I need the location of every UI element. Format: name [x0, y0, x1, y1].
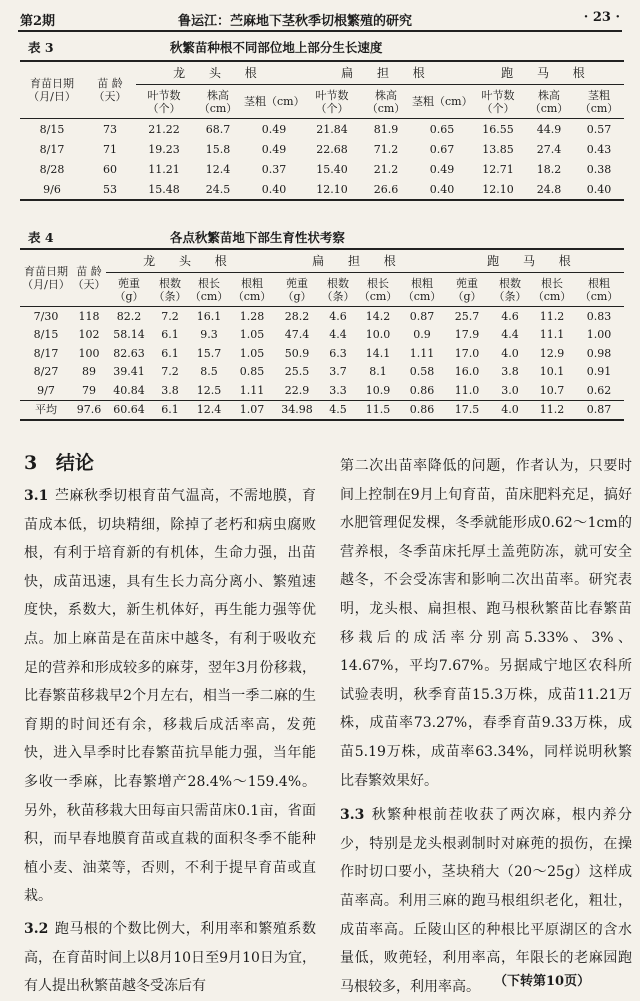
table-cell: 97.6 [72, 400, 106, 420]
table-cell: 0.65 [429, 122, 455, 136]
table-cell: 0.67 [429, 142, 455, 156]
table4-subhead: 蔸重 （g） [452, 276, 482, 303]
paragraph-3-1: 3.1 苎麻秋季切根育苗气温高，不需地膜，育苗成本低，切块精细，除掉了老朽和病虫腐败根，有利于培育新的有机体，生命力强，出苗快，成苗迅速，具有生长力高分离小、繁殖速度快，系数大，新生机体好，再生能力强等优点。加上麻苗是在苗床中越冬，有利于吸收充足的营养和形成较多的麻芽，翌年3月份移栽，比春繁苗移栽早2个月左右，相当一季二麻的生育期的时间还有余，移栽后成活率高，发蔸快，进入旱季时比春繁苗抗旱能力强，当年能多收一季麻，比春繁增产28.4%～159.4%。另外，秋苗移栽大田每亩只需苗床0.1亩，省面积，而早春地膜育苗或直栽的面积冬季不能种植小麦、油菜等，否则，不利于提早育苗或直栽。 [24, 488, 316, 905]
table-row [20, 179, 624, 200]
table-cell: 8.1 [369, 365, 387, 379]
table-cell: 0.91 [586, 365, 612, 379]
right-column [340, 452, 632, 1001]
paragraph-3-2-continued: 第二次出苗率降低的问题，作者认为，只要时间上控制在9月上旬育苗，苗床肥料充足，搞好水肥管理促发棵，冬季就能形成0.62～1cm的营养根，冬季苗床托厚土盖蔸防冻，就可安全越冬，不会受冻害和影响二次出苗率。研究表明，龙头根、扁担根、跑马根秋繁苗比春繁苗移栽后的成活率分别高5.33%、3%、14.67%，平均7.67%。另据咸宁地区农科所试验表明，秋季育苗15.3万株，成苗11.21万株，成苗率73.27%，春季育苗9.33万株，成苗5.19万株，成苗率63.34%，同样说明秋繁比春繁效果好。 [340, 458, 632, 789]
table-cell: 60.64 [106, 400, 152, 420]
table-cell: 10.9 [365, 383, 391, 397]
table-cell: 39.41 [113, 365, 145, 379]
table4-subhead: 根数 （条） [493, 276, 527, 303]
table-cell: 81.9 [373, 122, 399, 136]
section-number: 3 [24, 452, 38, 474]
table-cell: 13.85 [482, 142, 514, 156]
table-cell: 0.85 [239, 365, 265, 379]
table-cell: 9/7 [37, 383, 55, 397]
table-cell: 1.28 [239, 309, 265, 323]
table-cell: 7/30 [33, 309, 59, 323]
table-cell: 79 [82, 383, 96, 397]
table-cell: 6.3 [329, 346, 347, 360]
table-cell: 8/17 [39, 142, 65, 156]
table-cell: 24.5 [205, 182, 231, 196]
table-cell: 8/27 [33, 365, 59, 379]
table-row [20, 159, 624, 179]
table-cell: 47.4 [284, 328, 310, 342]
table-cell: 9.3 [200, 328, 218, 342]
table4-label: 表 4 [28, 230, 54, 245]
table-cell: 71.2 [373, 142, 399, 156]
table3-group-biandan: 扁 担 根 [304, 61, 472, 85]
table-cell: 0.43 [586, 142, 612, 156]
table3-subhead: 茎粗（cm） [244, 95, 305, 108]
table-cell: 4.4 [329, 328, 347, 342]
table4-subhead: 根粗 （cm） [402, 276, 442, 303]
table3 [20, 60, 624, 201]
table-cell: 0.86 [400, 400, 444, 420]
table3-subhead: 叶节数 （个） [147, 88, 181, 115]
table-cell: 6.1 [161, 328, 179, 342]
table3-subhead: 叶节数 （个） [315, 88, 349, 115]
table-row [20, 139, 624, 159]
table-cell: 17.5 [444, 400, 490, 420]
table-cell: 0.40 [261, 182, 287, 196]
table-cell: 12.9 [539, 346, 565, 360]
table4-subhead: 根长 （cm） [358, 276, 398, 303]
table-cell: 12.5 [196, 383, 222, 397]
table-cell: 1.05 [239, 346, 265, 360]
table3-head-age: 苗 龄 （天） [84, 61, 136, 119]
table-cell: 22.9 [284, 383, 310, 397]
table4-group-paoma: 跑 马 根 [444, 249, 624, 273]
table-cell: 11.0 [454, 383, 480, 397]
table-cell: 0.98 [586, 346, 612, 360]
table4-caption [28, 228, 345, 246]
table-cell: 53 [103, 182, 117, 196]
table-cell: 7.2 [161, 309, 179, 323]
table-cell: 14.1 [365, 346, 391, 360]
table-cell: 1.07 [230, 400, 274, 420]
table-cell: 10.1 [539, 365, 565, 379]
table-cell: 21.2 [373, 162, 399, 176]
table-cell: 102 [78, 328, 100, 342]
table-row [20, 307, 624, 326]
table-cell: 7.2 [161, 365, 179, 379]
table-cell: 3.0 [501, 383, 519, 397]
table-cell: 1.05 [239, 328, 265, 342]
table-cell: 82.2 [116, 309, 142, 323]
table4-title: 各点秋繁苗地下部生育性状考察 [169, 230, 345, 245]
table3-label: 表 3 [28, 40, 54, 55]
table4-subhead: 根长 （cm） [532, 276, 572, 303]
table-cell: 24.8 [536, 182, 562, 196]
running-title: 鲁运江：苎麻地下茎秋季切根繁殖的研究 [178, 14, 413, 29]
table-cell: 12.71 [482, 162, 514, 176]
table-cell: 27.4 [536, 142, 562, 156]
page-number: · 23 · [583, 10, 620, 25]
table-cell: 71 [103, 142, 117, 156]
table4-subhead: 根长 （cm） [189, 276, 229, 303]
table4-subhead: 根粗 （cm） [579, 276, 619, 303]
table-cell: 14.2 [365, 309, 391, 323]
table3-group-paoma: 跑 马 根 [472, 61, 624, 85]
table-cell: 0.87 [409, 309, 435, 323]
table-cell: 19.23 [148, 142, 180, 156]
table-cell: 25.7 [454, 309, 480, 323]
table-cell: 10.0 [365, 328, 391, 342]
table-cell: 6.1 [152, 400, 188, 420]
table-cell: 0.83 [586, 309, 612, 323]
paragraph-3-3: 3.3 秋繁种根前茬收获了两次麻，根内养分少，特别是龙头根剥制时对麻蔸的损伤，在操作时切口要小，茎块稍大（20～25g）这样成苗率高。利用三麻的跑马根组织老化，粗壮，成苗率高。丘陵山区的种根比平原湖区的含水量低，败蔸轻，利用率高，年限长的老麻园跑马根较多，利用率高。 [340, 807, 632, 995]
table-cell: 15.40 [316, 162, 348, 176]
left-column [24, 446, 316, 1001]
table-cell: 11.5 [356, 400, 400, 420]
table-cell: 10.7 [539, 383, 565, 397]
table-cell: 9/6 [43, 182, 61, 196]
table-cell: 平均 [20, 400, 72, 420]
table-cell: 0.37 [261, 162, 287, 176]
table-cell: 40.84 [113, 383, 145, 397]
table-cell: 1.00 [586, 328, 612, 342]
table-cell: 0.57 [586, 122, 612, 136]
table-cell: 0.87 [574, 400, 624, 420]
table-cell: 0.49 [261, 122, 287, 136]
table-cell: 17.0 [454, 346, 480, 360]
table-row-average [20, 400, 624, 420]
table-cell: 8.5 [200, 365, 218, 379]
table-cell: 4.0 [490, 400, 530, 420]
table-cell: 0.9 [413, 328, 431, 342]
table-cell: 16.55 [482, 122, 514, 136]
issue-number: 第2期 [20, 14, 56, 29]
table-cell: 12.10 [316, 182, 348, 196]
table-cell: 16.1 [196, 309, 222, 323]
table3-caption [28, 38, 382, 56]
table-cell: 4.4 [501, 328, 519, 342]
table4-group-biandan: 扁 担 根 [274, 249, 444, 273]
table-cell: 0.58 [409, 365, 435, 379]
table4-subhead: 根数 （条） [321, 276, 355, 303]
table-cell: 4.6 [329, 309, 347, 323]
table-cell: 11.2 [539, 309, 565, 323]
table-row [20, 326, 624, 345]
table-cell: 3.3 [329, 383, 347, 397]
table-cell: 100 [78, 346, 100, 360]
table-cell: 15.7 [196, 346, 222, 360]
table-cell: 0.86 [409, 383, 435, 397]
table4-head-age: 苗 龄 （天） [72, 249, 106, 307]
table-cell: 25.5 [284, 365, 310, 379]
table-cell: 17.9 [454, 328, 480, 342]
table-cell: 8/17 [33, 346, 59, 360]
table-cell: 3.7 [329, 365, 347, 379]
table-cell: 73 [103, 122, 117, 136]
table3-head-date: 育苗日期 （月/日） [20, 61, 84, 119]
table-cell: 16.0 [454, 365, 480, 379]
table-cell: 6.1 [161, 346, 179, 360]
table4-group-longtou: 龙 头 根 [106, 249, 274, 273]
table4-subhead: 根粗 （cm） [232, 276, 272, 303]
table3-group-longtou: 龙 头 根 [136, 61, 304, 85]
table-cell: 4.5 [320, 400, 356, 420]
table-cell: 1.11 [239, 383, 265, 397]
table4 [20, 248, 624, 421]
table-cell: 15.48 [148, 182, 180, 196]
table3-subhead: 叶节数 （个） [481, 88, 515, 115]
section-title: 结论 [55, 452, 94, 474]
table3-subhead: 株高 （cm） [198, 88, 238, 115]
table-cell: 50.9 [284, 346, 310, 360]
table-cell: 8/15 [33, 328, 59, 342]
table-cell: 12.10 [482, 182, 514, 196]
table4-subhead: 根数 （条） [153, 276, 187, 303]
table-cell: 11.2 [530, 400, 574, 420]
table-cell: 11.1 [539, 328, 565, 342]
table-cell: 15.8 [205, 142, 231, 156]
table4-subhead: 蔸重 （g） [114, 276, 144, 303]
table-cell: 44.9 [536, 122, 562, 136]
table-cell: 4.0 [501, 346, 519, 360]
table-cell: 21.84 [316, 122, 348, 136]
table-cell: 8/28 [39, 162, 65, 176]
table-cell: 0.49 [261, 142, 287, 156]
table-cell: 1.11 [409, 346, 435, 360]
table3-subhead: 茎粗（cm） [412, 95, 473, 108]
page-header [18, 6, 622, 32]
table-cell: 89 [82, 365, 96, 379]
table-row [20, 381, 624, 400]
table-cell: 3.8 [161, 383, 179, 397]
table-cell: 18.2 [536, 162, 562, 176]
table-cell: 22.68 [316, 142, 348, 156]
table-row [20, 344, 624, 363]
table-cell: 28.2 [284, 309, 310, 323]
table-cell: 0.62 [586, 383, 612, 397]
section-heading [24, 446, 316, 480]
table3-subhead: 茎粗 （cm） [579, 88, 619, 115]
table-cell: 60 [103, 162, 117, 176]
table-row [20, 363, 624, 382]
table3-title: 秋繁苗种根不同部位地上部分生长速度 [169, 40, 383, 55]
table-cell: 11.21 [148, 162, 180, 176]
table-cell: 118 [78, 309, 100, 323]
table-cell: 68.7 [205, 122, 231, 136]
table4-head-date: 育苗日期 （月/日） [20, 249, 72, 307]
table-cell: 21.22 [148, 122, 180, 136]
table-cell: 0.38 [586, 162, 612, 176]
paragraph-3-2: 3.2 跑马根的个数比例大，利用率和繁殖系数高，在育苗时间上以8月10日至9月10日为宜，有人提出秋繁苗越冬受冻后有 [24, 920, 316, 995]
table-cell: 0.40 [429, 182, 455, 196]
table3-subhead: 株高 （cm） [366, 88, 406, 115]
table-cell: 8/15 [39, 122, 65, 136]
table-cell: 82.63 [113, 346, 145, 360]
table4-subhead: 蔸重 （g） [282, 276, 312, 303]
table-cell: 12.4 [205, 162, 231, 176]
table3-subhead: 株高 （cm） [529, 88, 569, 115]
table-cell: 3.8 [501, 365, 519, 379]
table-cell: 34.98 [274, 400, 320, 420]
table-cell: 0.40 [586, 182, 612, 196]
table-cell: 58.14 [113, 328, 145, 342]
continued-note: （下转第10页） [494, 974, 591, 989]
table-cell: 12.4 [188, 400, 230, 420]
table-row [20, 119, 624, 140]
table-cell: 26.6 [373, 182, 399, 196]
table-cell: 4.6 [501, 309, 519, 323]
table-cell: 0.49 [429, 162, 455, 176]
